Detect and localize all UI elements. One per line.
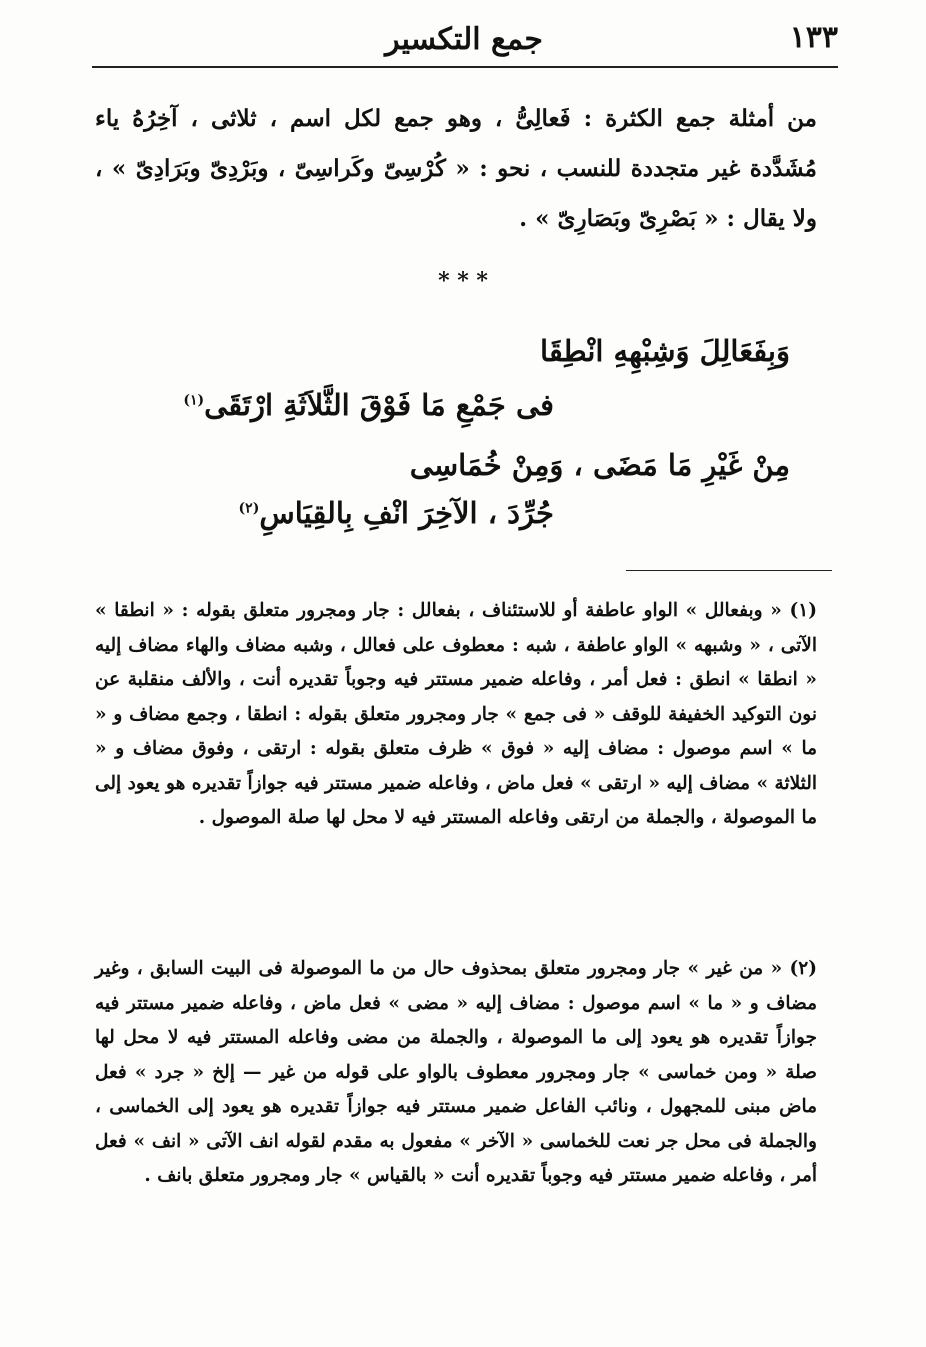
- verse-line-3: [410, 448, 790, 482]
- footnote-rule: [626, 570, 832, 571]
- verse-line-1-text: وَبِفَعَالِلَ وَشِبْهِهِ انْطِقَا: [540, 334, 790, 368]
- verse-line-1: [540, 334, 790, 368]
- page-header: [90, 14, 838, 64]
- footnote-marker-2: (٢): [238, 500, 260, 517]
- verse-line-2: [183, 388, 554, 422]
- page-title: جمع التكسير: [385, 22, 543, 57]
- footnote-2: [95, 952, 817, 1194]
- verse-line-2-text: فى جَمْعِ مَا فَوْقَ الثَّلاَثَةِ ارْتَقَى: [204, 388, 554, 422]
- footnote-1: [95, 594, 817, 836]
- footnote-1-number: (١): [789, 600, 817, 621]
- intro-paragraph: من أمثلة جمع الكثرة : فَعالِىُّ ، وهو جمع لكل اسم ، ثلاثى ، آخِرُهُ ياء مُشَدَّدة غير متجددة للنسب ، نحو : « كُرْسِىّ وكَراسِىّ ، وبَرْدِىّ وبَرَادِىّ » ، ولا يقال : « بَصْرِىّ وبَصَارِىّ » .: [95, 105, 817, 232]
- footnote-2-number: (٢): [789, 958, 817, 979]
- footnote-1-text: « وبفعالل » الواو عاطفة أو للاستئناف ، بفعالل : جار ومجرور متعلق بقوله : « انطقا » الآتى ، « وشبهه » الواو عاطفة ، شبه : معطوف على فعالل ، وشبه مضاف والهاء مضاف إليه « انطقا » انطق : فعل أمر ، وفاعله ضمير مستتر فيه وجوباً تقديره أنت ، والألف منقلبة عن نون التوكيد الخفيفة للوقف « فى جمع » جار ومجرور متعلق بقوله : انطقا ، وجمع مضاف و « ما » اسم موصول : مضاف إليه « فوق » ظرف متعلق بقوله : ارتقى ، وفوق مضاف و « الثلاثة » مضاف إليه « ارتقى » فعل ماض ، وفاعله ضمير مستتر فيه جوازاً تقديره هو يعود إلى ما الموصولة ، والجملة من ارتقى وفاعله المستتر فيه لا محل لها صلة الموصول .: [95, 600, 817, 828]
- page-number: ١٣٣: [789, 20, 838, 55]
- verse-line-3-text: مِنْ غَيْرِ مَا مَضَى ، وَمِنْ خُمَاسِى: [409, 448, 790, 482]
- verse-line-4: [239, 496, 554, 530]
- header-rule: [92, 66, 838, 68]
- verse-line-4-text: جُرِّدَ ، الآخِرَ انْفِ بِالقِيَاسِ: [259, 496, 554, 530]
- footnote-marker-1: (١): [183, 392, 205, 409]
- section-separator: * * *: [438, 268, 488, 294]
- footnote-2-text: « من غير » جار ومجرور متعلق بمحذوف حال من ما الموصولة فى البيت السابق ، وغير مضاف و « ما » اسم موصول : مضاف إليه « مضى » فعل ماض ، وفاعله ضمير مستتر فيه جوازاً تقديره هو يعود إلى ما الموصولة ، والجملة من مضى وفاعله المستتر فيه لا محل لها صلة « ومن خماسى » جار ومجرور معطوف بالواو على قوله من غير — إلخ « جرد » فعل ماض مبنى للمجهول ، ونائب الفاعل ضمير مستتر فيه جوازاً تقديره هو يعود إلى الخماسى ، والجملة فى محل جر نعت للخماسى « الآخر » مفعول به مقدم لقوله انف الآتى « انف » فعل أمر ، وفاعله ضمير مستتر فيه وجوباً تقديره أنت « بالقياس » جار ومجرور متعلق بانف .: [95, 958, 817, 1186]
